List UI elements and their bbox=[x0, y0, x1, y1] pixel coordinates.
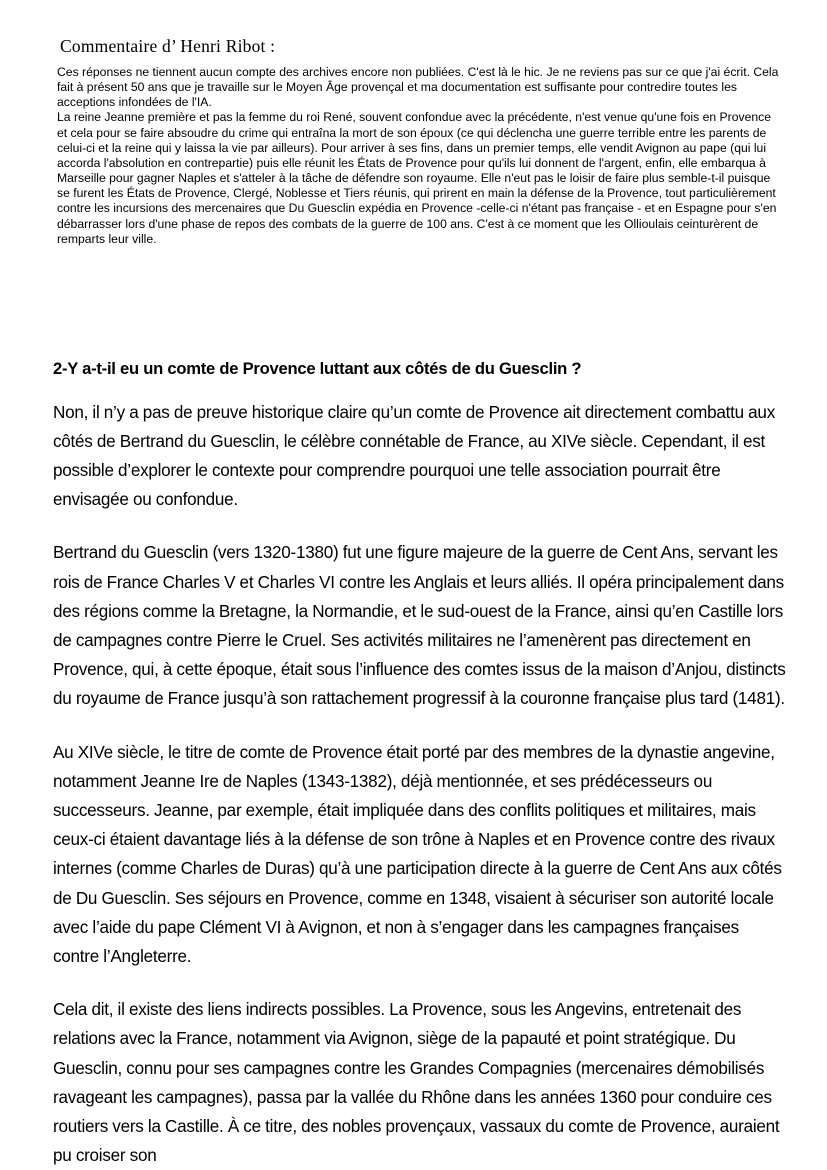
quoted-comment-block bbox=[57, 65, 784, 247]
answer-paragraph-4: Cela dit, il existe des liens indirects possibles. La Provence, sous les Angevins, entretenait des relations avec la France, notamment via Avignon, siège de la papauté et point stratégique. Du Guesclin, connu pour ses campagnes contre les Grandes Compagnies (mercenaires démobilisés ravageant les campagnes), passa par la vallée du Rhône dans les années 1360 pour conduire ces routiers vers la Castille. À ce titre, des nobles provençaux, vassaux du comte de Provence, auraient pu croiser son bbox=[53, 1000, 780, 1166]
page-title: Commentaire d’ Henri Ribot : bbox=[60, 35, 276, 56]
quoted-paragraph-1: Ces réponses ne tiennent aucun compte des archives encore non publiées. C'est là le hic. Je ne reviens pas sur ce que j'ai écrit. Cela fait à présent 50 ans que je travaille sur le Moyen Âge provençal et ma documentation est suffisante pour contredire toutes les acceptions infondées de l'IA. bbox=[57, 65, 779, 110]
answer-paragraph-2: Bertrand du Guesclin (vers 1320-1380) fut une figure majeure de la guerre de Cent Ans, servant les rois de France Charles V et Charles VI contre les Anglais et leurs alliés. Il opéra principalement dans des régions comme la Bretagne, la Normandie, et le sud-ouest de la France, ainsi qu’en Castille lors de campagnes contre Pierre le Cruel. Ses activités militaires ne l’amenèrent pas directement en Provence, qui, à cette époque, était sous l’influence des comtes issus de la maison d’Anjou, distincts du royaume de France jusqu’à son rattachement progressif à la couronne française plus tard (1481). bbox=[53, 543, 786, 709]
main-content bbox=[53, 358, 788, 1170]
answer-paragraph-1: Non, il n’y a pas de preuve historique claire qu’un comte de Provence ait directement combattu aux côtés de Bertrand du Guesclin, le célèbre connétable de France, au XIVe siècle. Cependant, il est possible d’explorer le contexte pour comprendre pourquoi une telle association pourrait être envisagée ou confondue. bbox=[53, 402, 775, 510]
answer-paragraph-3: Au XIVe siècle, le titre de comte de Provence était porté par des membres de la dynastie angevine, notamment Jeanne Ire de Naples (1343-1382), déjà mentionnée, et ses prédécesseurs ou successeurs. Jeanne, par exemple, était impliquée dans des conflits politiques et militaires, mais ceux-ci étaient davantage liés à la défense de son trône à Naples et en Provence contre des rivaux internes (comme Charles de Duras) qu’à une participation directe à la guerre de Cent Ans aux côtés de Du Guesclin. Ses séjours en Provence, comme en 1348, visaient à sécuriser son autorité locale avec l’aide du pape Clément VI à Avignon, et non à s’engager dans les campagnes françaises contre l’Angleterre. bbox=[53, 742, 782, 967]
question-heading: 2-Y a-t-il eu un comte de Provence luttant aux côtés de du Guesclin ? bbox=[53, 359, 582, 378]
quoted-paragraph-2: La reine Jeanne première et pas la femme du roi René, souvent confondue avec la précédente, n'est venue qu'une fois en Provence et cela pour se faire absoudre du crime qui entraîna la mort de son époux (ce qui déclencha une guerre terrible entre les parents de celui-ci et la reine qui y laissa la vie par ailleurs). Pour arriver à ses fins, dans un premier temps, elle vendit Avignon au pape (qui lui accorda l'absolution en contrepartie) puis elle réunit les États de Provence pour qu'ils lui donnent de l'argent, enfin, elle embarqua à Marseille pour gagner Naples et s'atteler à la tâche de défendre son royaume. Elle n'eut pas le loisir de faire plus semble-t-il puisque se furent les États de Provence, Clergé, Noblesse et Tiers réunis, qui prirent en main la défense de la Provence, tout particulièrement contre les incursions des mercenaires que Du Guesclin expédia en Provence -celle-ci n'étant pas française - et en Espagne pour s'en débarrasser lors d'une phase de repos des combats de la guerre de 100 ans. C'est à ce moment que les Ollioulais ceinturèrent de remparts leur ville. bbox=[57, 110, 777, 246]
